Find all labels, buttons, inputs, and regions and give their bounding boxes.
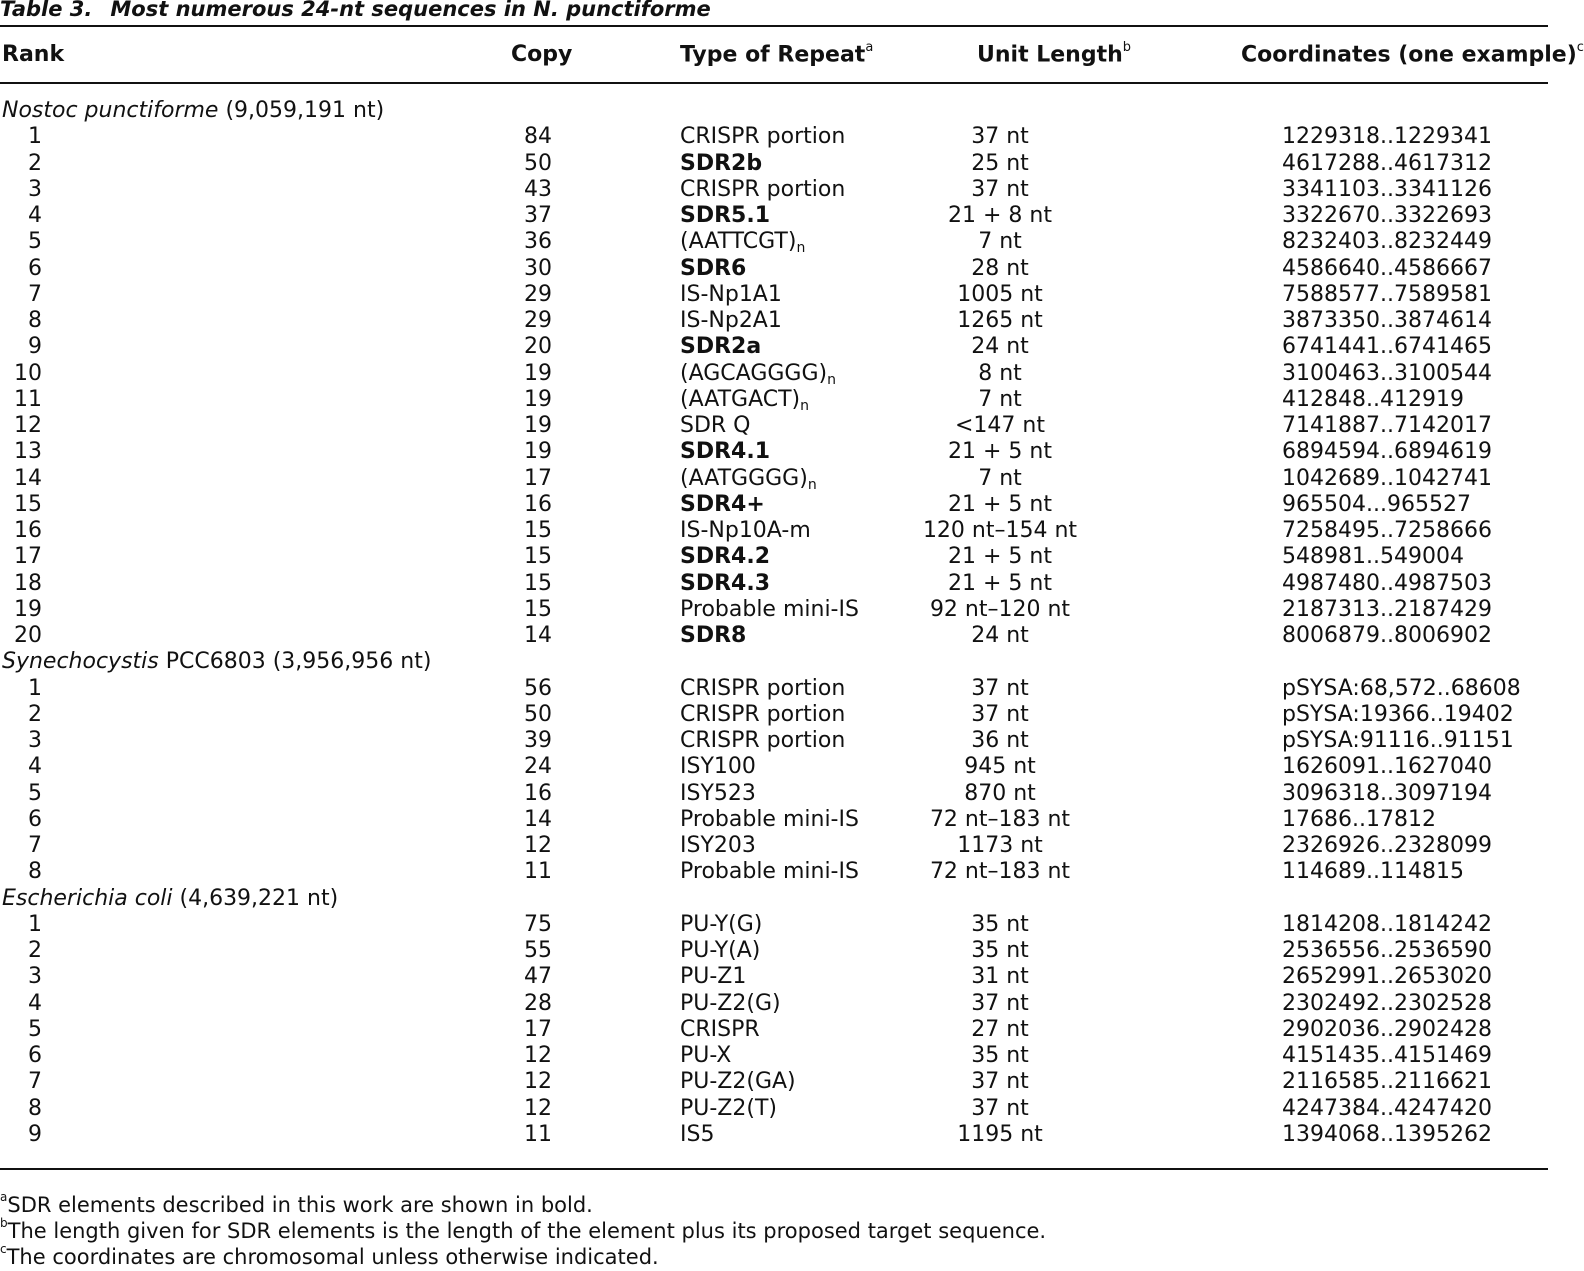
cell-type: ISY203 [680,833,756,858]
cell-type-subscript: n [827,371,836,388]
cell-coordinates: 3100463..3100544 [1282,360,1492,386]
cell-type: PU-Z2(T) [680,1095,777,1121]
cell-unit-length: 27 nt [971,1016,1029,1042]
cell-copy: 50 [524,701,552,727]
cell-rank: 15 [14,491,42,517]
footnotes [0,1186,1047,1269]
table-row [0,990,1548,1016]
cell-coordinates: 4151435..4151469 [1282,1043,1492,1068]
cell-unit-length: 21 + 5 nt [948,491,1052,517]
cell-rank: 5 [28,1016,42,1042]
cell-copy: 15 [524,596,552,622]
cell-rank: 3 [28,176,42,202]
cell-rank: 14 [14,465,42,491]
table-caption [0,0,711,21]
cell-coordinates: 548981..549004 [1282,544,1464,570]
cell-unit-length: 7 nt [978,386,1022,412]
header-copy: Copy [511,42,573,67]
cell-unit-length: 1265 nt [957,308,1043,333]
table-row [0,963,1548,989]
cell-unit-length: 37 nt [971,1095,1029,1121]
cell-type: PU-Y(A) [680,938,761,963]
cell-copy: 84 [524,124,552,150]
cell-coordinates: 2902036..2902428 [1282,1016,1492,1042]
cell-coordinates: 7141887..7142017 [1282,413,1492,438]
cell-unit-length: 37 nt [971,990,1029,1016]
header-rule [0,82,1548,84]
cell-type: $(AATGACT)_n$ [680,386,809,414]
cell-unit-length: 37 nt [971,176,1029,202]
cell-rank: 10 [14,360,42,386]
cell-type: SDR4.1 [680,439,771,465]
bottom-rule [0,1168,1548,1170]
cell-rank: 9 [28,1121,42,1147]
table-row [0,491,1548,517]
table-row [0,622,1548,648]
table-row [0,465,1548,491]
cell-type-subscript: n [807,476,817,493]
cell-copy: 19 [524,386,552,412]
cell-type: $(AATGGGG)_n$ [680,465,817,493]
cell-coordinates: 965504...965527 [1282,491,1471,517]
cell-coordinates: 114689..114815 [1282,859,1464,885]
cell-unit-length: 120 nt–154 nt [922,518,1078,543]
cell-unit-length: 72 nt–183 nt [929,806,1071,832]
cell-copy: 11 [524,859,552,885]
cell-type: CRISPR portion [680,124,846,150]
cell-type: CRISPR portion [680,701,846,727]
group-species: Escherichia coli [2,885,173,911]
header-type-note: a [865,40,874,55]
cell-type: Probable mini-IS [680,596,859,622]
cell-unit-length: 72 nt–183 nt [929,859,1071,885]
cell-coordinates: 2187313..2187429 [1282,596,1492,622]
group-header-row [0,97,1548,123]
group-species: Synechocystis [2,649,159,675]
cell-coordinates: 17686..17812 [1282,806,1436,832]
table-row [0,753,1548,779]
header-rank: Rank [2,42,65,67]
cell-unit-length: 37 nt [971,701,1029,727]
cell-coordinates: 7588577..7589581 [1282,281,1492,307]
cell-rank: 1 [28,675,42,701]
cell-copy: 11 [524,1121,552,1147]
cell-copy: 19 [524,413,552,438]
cell-rank: 8 [28,308,42,333]
cell-coordinates: 4247384..4247420 [1282,1095,1492,1121]
footnote-mark: b [0,1216,8,1230]
cell-type: SDR8 [680,623,747,648]
cell-copy: 12 [524,1043,552,1068]
cell-unit-length: 28 nt [971,255,1029,281]
cell-rank: 19 [14,596,42,622]
cell-unit-length: 1195 nt [957,1121,1043,1147]
cell-copy: 75 [524,911,552,937]
cell-rank: 6 [28,1043,42,1068]
cell-coordinates: 3322670..3322693 [1282,203,1492,228]
table-row [0,570,1548,596]
cell-rank: 13 [14,439,42,465]
cell-copy: 24 [524,754,552,780]
cell-coordinates: 2116585..2116621 [1282,1069,1492,1095]
footnote-mark: c [0,1242,7,1256]
cell-rank: 6 [28,806,42,832]
table-row [0,1095,1548,1121]
cell-type: SDR6 [680,255,747,281]
cell-rank: 16 [14,518,42,543]
cell-copy: 37 [524,203,552,228]
cell-type-subscript: n [800,397,809,414]
cell-type: CRISPR portion [680,728,846,753]
cell-rank: 2 [28,701,42,727]
cell-copy: 15 [524,518,552,543]
cell-unit-length: 21 + 5 nt [948,439,1052,465]
cell-type: PU-Z2(GA) [680,1069,796,1095]
footnote: $^a$SDR elements described in this work are shown in bold. [0,1190,593,1217]
cell-unit-length: 870 nt [964,780,1036,806]
cell-unit-length: 8 nt [978,360,1022,386]
cell-coordinates: pSYSA:19366..19402 [1282,701,1514,727]
cell-copy: 14 [524,623,552,648]
cell-unit-length: 945 nt [964,754,1036,780]
top-rule [0,25,1548,27]
cell-type: IS-Np2A1 [680,308,782,333]
table-row [0,360,1548,386]
cell-type: $(AATTCGT)_n$ [680,229,806,257]
cell-copy: 39 [524,728,552,753]
cell-unit-length: <147 nt [955,413,1045,438]
table-row [0,911,1548,937]
cell-rank: 4 [28,203,42,228]
table-row [0,150,1548,176]
cell-coordinates: 4586640..4586667 [1282,255,1492,281]
cell-unit-length: 31 nt [971,964,1029,990]
cell-unit-length: 21 + 5 nt [948,570,1052,596]
table-row [0,412,1548,438]
cell-rank: 8 [28,1095,42,1121]
cell-type: SDR4.2 [680,544,771,570]
table-label: Table 3. [0,0,93,21]
cell-copy: 12 [524,1069,552,1095]
cell-rank: 12 [14,413,42,438]
cell-copy: 43 [524,176,552,202]
cell-type: PU-Y(G) [680,911,763,937]
cell-type: SDR2b [680,150,763,176]
cell-rank: 4 [28,990,42,1016]
cell-coordinates: 4617288..4617312 [1282,150,1492,176]
cell-coordinates: 3873350..3874614 [1282,308,1492,333]
cell-type: CRISPR portion [680,176,846,202]
group-title: Synechocystis PCC6803 (3,956,956 nt) [2,649,432,675]
cell-copy: 19 [524,439,552,465]
cell-coordinates: 2652991..2653020 [1282,964,1492,990]
cell-rank: 7 [28,281,42,307]
cell-type: SDR4.3 [680,570,771,596]
cell-type: IS-Np10A-m [680,518,811,543]
cell-type: Probable mini-IS [680,859,859,885]
table-row [0,123,1548,149]
cell-unit-length: 37 nt [971,124,1029,150]
cell-coordinates: 2536556..2536590 [1282,938,1492,963]
cell-copy: 19 [524,360,552,386]
cell-rank: 6 [28,255,42,281]
cell-copy: 30 [524,255,552,281]
cell-type: SDR Q [680,413,751,438]
group-title: Escherichia coli (4,639,221 nt) [2,885,339,911]
cell-coordinates: 8006879..8006902 [1282,623,1492,648]
cell-rank: 11 [14,386,42,412]
cell-type: SDR4+ [680,491,765,517]
cell-coordinates: 3341103..3341126 [1282,176,1492,202]
cell-rank: 1 [28,124,42,150]
header-coordinates: Coordinates (one example)$^c$ [1241,40,1584,68]
table-row [0,1121,1548,1147]
cell-copy: 16 [524,491,552,517]
cell-coordinates: 7258495..7258666 [1282,518,1492,543]
cell-coordinates: 6894594..6894619 [1282,439,1492,465]
cell-rank: 3 [28,964,42,990]
cell-type: Probable mini-IS [680,806,859,832]
table-row [0,517,1548,543]
cell-rank: 5 [28,780,42,806]
cell-type: ISY523 [680,780,756,806]
cell-unit-length: 24 nt [971,623,1029,648]
table-row [0,255,1548,281]
table-title: Most numerous 24-nt sequences in [110,0,526,21]
table-body [0,97,1548,1147]
cell-unit-length: 37 nt [971,675,1029,701]
cell-copy: 55 [524,938,552,963]
cell-type: $(AGCAGGGG)_n$ [680,360,836,388]
cell-copy: 15 [524,544,552,570]
cell-copy: 14 [524,806,552,832]
cell-copy: 17 [524,1016,552,1042]
table-row [0,1016,1548,1042]
header-unit-note: b [1122,40,1132,55]
cell-unit-length: 37 nt [971,1069,1029,1095]
cell-type: PU-Z1 [680,964,747,990]
table-row [0,307,1548,333]
cell-type: PU-X [680,1043,732,1068]
cell-coordinates: 412848..412919 [1282,386,1464,412]
table-row [0,333,1548,359]
table-row [0,832,1548,858]
table-row [0,202,1548,228]
cell-coordinates: 3096318..3097194 [1282,780,1492,806]
cell-coordinates: 2326926..2328099 [1282,833,1492,858]
group-title: Nostoc punctiforme (9,059,191 nt) [2,98,385,123]
cell-rank: 17 [14,544,42,570]
cell-coordinates: 2302492..2302528 [1282,990,1492,1016]
table-row [0,596,1548,622]
cell-unit-length: 35 nt [971,1043,1029,1068]
cell-unit-length: 92 nt–120 nt [929,596,1071,622]
group-species: Nostoc punctiforme [2,98,219,123]
cell-unit-length: 7 nt [978,465,1022,491]
table-row [0,1068,1548,1094]
cell-copy: 29 [524,308,552,333]
table-row [0,675,1548,701]
cell-rank: 5 [28,229,42,255]
cell-type: IS5 [680,1121,715,1147]
cell-unit-length: 24 nt [971,334,1029,360]
cell-rank: 1 [28,911,42,937]
group-header-row [0,648,1548,674]
cell-coordinates: pSYSA:68,572..68608 [1282,675,1521,701]
footnote: $^b$The length given for SDR elements is the length of the element plus its proposed target sequence. [0,1216,1047,1243]
cell-unit-length: 36 nt [971,728,1029,753]
cell-rank: 8 [28,859,42,885]
cell-unit-length: 25 nt [971,150,1029,176]
header-type: Type of Repeat$^a$ [680,40,874,68]
cell-type-subscript: n [796,240,806,257]
cell-copy: 12 [524,1095,552,1121]
table-row [0,386,1548,412]
cell-rank: 2 [28,938,42,963]
cell-rank: 9 [28,334,42,360]
cell-coordinates: pSYSA:91116..91151 [1282,728,1514,753]
cell-unit-length: 7 nt [978,229,1022,255]
cell-type: CRISPR [680,1016,760,1042]
cell-coordinates: 1042689..1042741 [1282,465,1492,491]
cell-copy: 29 [524,281,552,307]
cell-unit-length: 21 + 8 nt [948,203,1052,228]
cell-copy: 56 [524,675,552,701]
header-unit: Unit Length$^b$ [977,40,1132,68]
table-row [0,228,1548,257]
cell-type: PU-Z2(G) [680,990,781,1016]
cell-copy: 47 [524,964,552,990]
cell-coordinates: 1626091..1627040 [1282,754,1492,780]
cell-copy: 12 [524,833,552,858]
cell-type: ISY100 [680,754,756,780]
table-row [0,1042,1548,1068]
table-row [0,858,1548,884]
table-row [0,543,1548,569]
cell-rank: 4 [28,754,42,780]
cell-copy: 15 [524,570,552,596]
cell-type: IS-Np1A1 [680,281,782,307]
cell-unit-length: 21 + 5 nt [948,544,1052,570]
cell-unit-length: 35 nt [971,938,1029,963]
cell-rank: 3 [28,728,42,753]
cell-rank: 20 [14,623,42,648]
table-row [0,176,1548,202]
cell-rank: 18 [14,570,42,596]
table-row [0,806,1548,832]
cell-coordinates: 1229318..1229341 [1282,124,1492,150]
cell-copy: 28 [524,990,552,1016]
table-row [0,937,1548,963]
table-row [0,780,1548,806]
cell-coordinates: 8232403..8232449 [1282,229,1492,255]
cell-coordinates: 1394068..1395262 [1282,1121,1492,1147]
cell-rank: 2 [28,150,42,176]
cell-type: SDR5.1 [680,203,771,228]
cell-unit-length: 35 nt [971,911,1029,937]
cell-type: SDR2a [680,334,762,360]
table-row [0,701,1548,727]
cell-copy: 36 [524,229,552,255]
cell-copy: 16 [524,780,552,806]
header-coord-note: c [1576,40,1584,55]
table-row [0,438,1548,464]
cell-copy: 17 [524,465,552,491]
group-header-row [0,885,1548,911]
cell-copy: 50 [524,150,552,176]
footnote: $^c$The coordinates are chromosomal unless otherwise indicated. [0,1242,659,1269]
table-title-species: N. punctiforme [533,0,711,21]
cell-unit-length: 1173 nt [957,833,1043,858]
table-row [0,727,1548,753]
cell-copy: 20 [524,334,552,360]
cell-coordinates: 4987480..4987503 [1282,570,1492,596]
cell-coordinates: 1814208..1814242 [1282,911,1492,937]
cell-rank: 7 [28,833,42,858]
footnote-mark: a [0,1190,8,1204]
table-row [0,281,1548,307]
cell-unit-length: 1005 nt [957,281,1043,307]
cell-rank: 7 [28,1069,42,1095]
cell-coordinates: 6741441..6741465 [1282,334,1492,360]
cell-type: CRISPR portion [680,675,846,701]
